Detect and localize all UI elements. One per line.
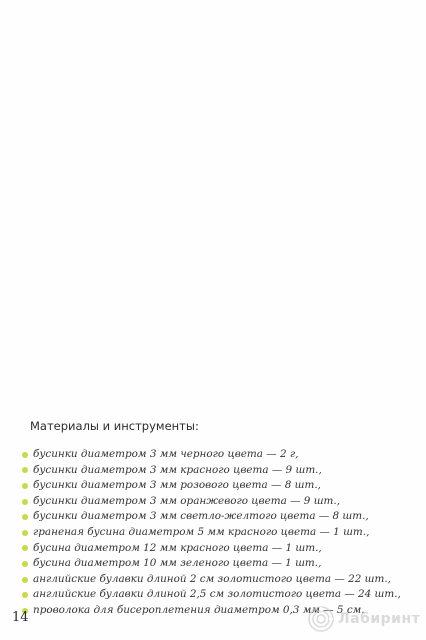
bullet-icon <box>22 467 28 473</box>
list-item-text: бусина диаметром 12 мм красного цвета — 1 шт., <box>33 541 322 554</box>
list-item-text: бусина диаметром 10 мм зеленого цвета — 1 шт., <box>33 557 322 570</box>
bullet-icon <box>22 530 28 536</box>
list-item <box>22 478 401 494</box>
list-item <box>22 494 401 510</box>
bullet-icon <box>22 545 28 551</box>
bullet-icon <box>22 499 28 505</box>
list-item-text: бусинки диаметром 3 мм красного цвета — 9 шт., <box>33 463 322 476</box>
bullet-icon <box>22 577 28 583</box>
page-number: 14 <box>12 610 29 625</box>
bullet-icon <box>22 592 28 598</box>
bullet-icon <box>22 452 28 458</box>
list-item <box>22 463 401 479</box>
list-item <box>22 509 401 525</box>
watermark <box>308 606 420 632</box>
labyrinth-logo-icon <box>308 606 334 632</box>
list-item-text: бусинки диаметром 3 мм розового цвета — 8 шт., <box>33 479 321 492</box>
bullet-icon <box>22 483 28 489</box>
materials-list <box>22 447 401 619</box>
list-item <box>22 572 401 588</box>
list-item-text: английские булавки длиной 2 см золотистого цвета — 22 шт., <box>33 572 391 585</box>
watermark-text: Лабиринт <box>338 611 421 627</box>
list-item-text: граненая бусина диаметром 5 мм красного цвета — 1 шт., <box>33 525 370 538</box>
list-item <box>22 556 401 572</box>
list-item-text: бусинки диаметром 3 мм оранжевого цвета — 9 шт., <box>33 494 341 507</box>
list-item-text: проволока для бисероплетения диаметром 0,3 мм — 5 см. <box>33 603 365 616</box>
list-item <box>22 587 401 603</box>
list-item <box>22 447 401 463</box>
list-item-text: бусинки диаметром 3 мм черного цвета — 2 г, <box>33 448 299 460</box>
list-item-text: бусинки диаметром 3 мм светло-желтого цвета — 8 шт., <box>33 510 369 523</box>
list-item <box>22 541 401 557</box>
bullet-icon <box>22 514 28 520</box>
bullet-icon <box>22 561 28 567</box>
list-item <box>22 525 401 541</box>
list-item-text: английские булавки длиной 2,5 см золотистого цвета — 24 шт., <box>33 588 401 601</box>
section-title: Материалы и инструменты: <box>30 419 199 433</box>
